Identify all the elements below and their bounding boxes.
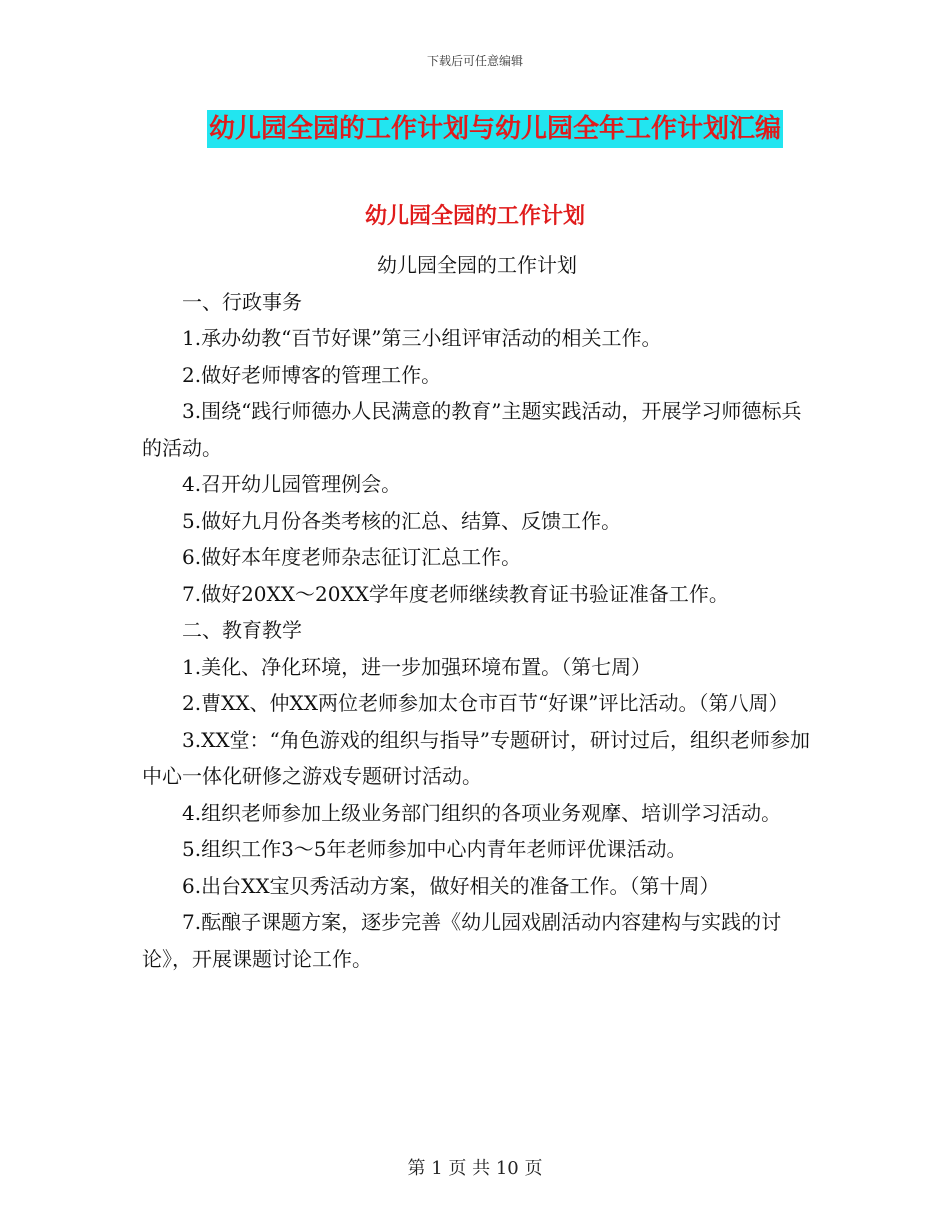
body-subtitle: 幼儿园全园的工作计划 <box>377 253 577 277</box>
heading-education-teaching: 二、教育教学 <box>182 618 302 642</box>
page-footer: 第 1 页 共 10 页 <box>407 1158 543 1179</box>
section-title: 幼儿园全园的工作计划 <box>364 204 585 229</box>
paragraph: 7.做好20XX～20XX学年度老师继续教育证书验证准备工作。 <box>182 581 729 606</box>
paragraph: 6.做好本年度老师杂志征订汇总工作。 <box>182 545 522 569</box>
paragraph: 4.召开幼儿园管理例会。 <box>182 472 402 496</box>
paragraph: 4.组织老师参加上级业务部门组织的各项业务观摩、培训学习活动。 <box>182 800 782 825</box>
page-header: 下载后可任意编辑 <box>426 54 523 68</box>
document-title-wrap <box>0 110 950 148</box>
paragraph: 3.XX堂：“角色游戏的组织与指导”专题研讨，研讨过后，组织老师参加中心一体化研修之游戏专题研讨活动。 <box>142 727 811 788</box>
paragraph: 7.酝酿子课题方案，逐步完善《幼儿园戏剧活动内容建构与实践的讨论》，开展课题讨论工作。 <box>142 910 782 971</box>
paragraph: 6.出台XX宝贝秀活动方案，做好相关的准备工作。（第十周） <box>182 873 720 898</box>
document-body <box>142 247 812 977</box>
heading-admin-affairs: 一、行政事务 <box>182 289 302 314</box>
document-title: 幼儿园全园的工作计划与幼儿园全年工作计划汇编 <box>207 110 783 148</box>
paragraph: 5.组织工作3～5年老师参加中心内青年老师评优课活动。 <box>182 837 687 861</box>
paragraph: 1.承办幼教“百节好课”第三小组评审活动的相关工作。 <box>182 326 662 350</box>
paragraph: 2.曹XX、仲XX两位老师参加太仓市百节“好课”评比活动。（第八周） <box>182 691 789 715</box>
paragraph: 3.围绕“践行师德办人民满意的教育”主题实践活动，开展学习师德标兵的活动。 <box>142 399 802 460</box>
paragraph: 1.美化、净化环境，进一步加强环境布置。（第七周） <box>182 654 652 679</box>
paragraph: 5.做好九月份各类考核的汇总、结算、反馈工作。 <box>182 508 622 533</box>
paragraph: 2.做好老师博客的管理工作。 <box>182 362 442 387</box>
